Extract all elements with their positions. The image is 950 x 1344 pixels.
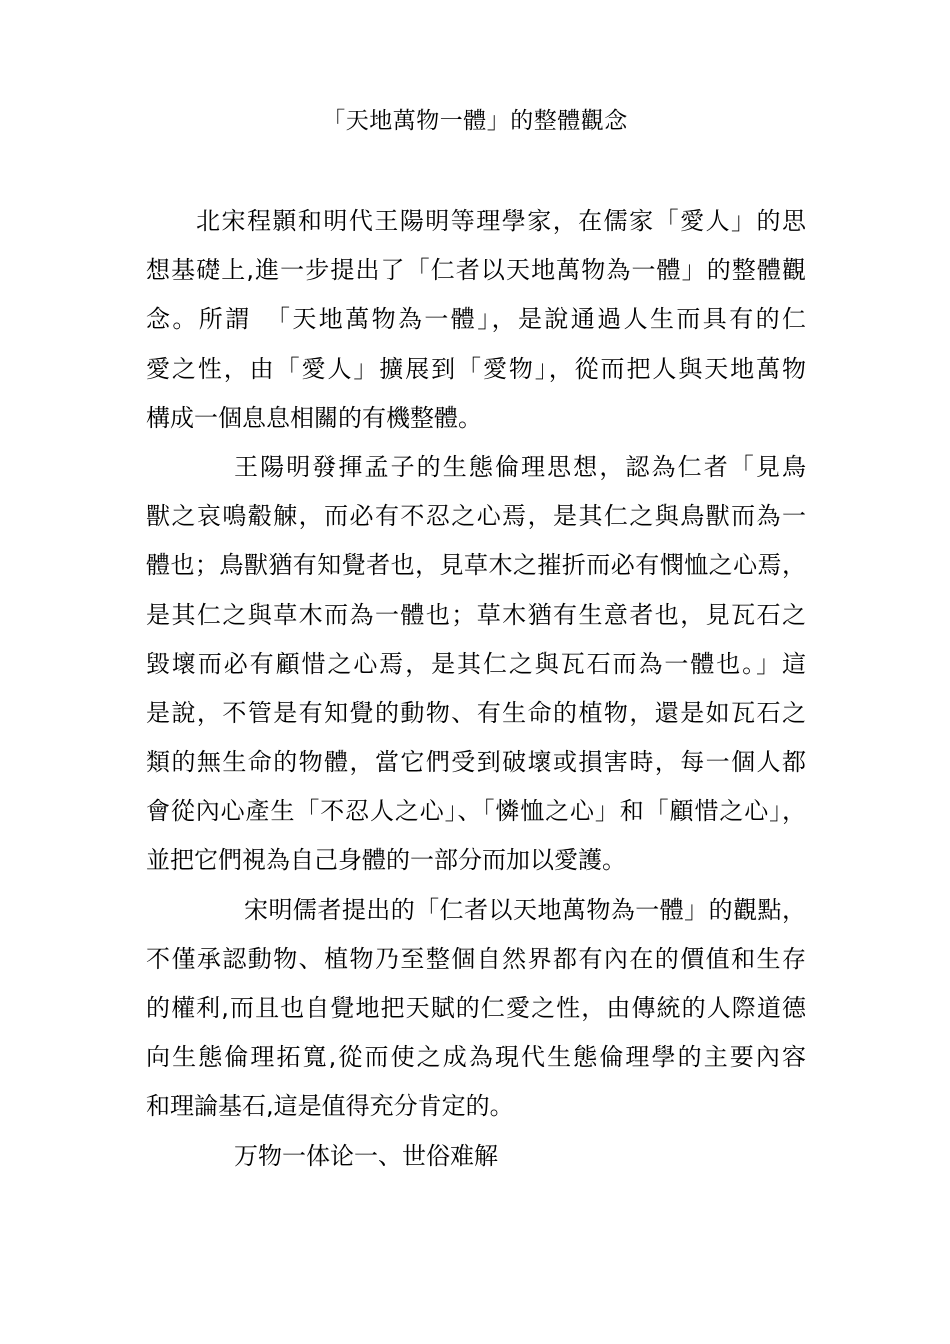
- paragraph-2-line-1: 王陽明發揮孟子的生態倫理思想，認為仁者「見鳥: [234, 452, 806, 481]
- paragraph-2-line-7: 類的無生命的物體，當它們受到破壞或損害時，每一個人都: [146, 748, 806, 777]
- document-body: [146, 197, 806, 1181]
- paragraph-2-line-9: 並把它們視為自己身體的一部分而加以愛護。: [146, 846, 626, 875]
- paragraph-3-line-2: 不僅承認動物、植物乃至整個自然界都有內在的價值和生存: [146, 944, 806, 973]
- paragraph-3-line-5: 和理論基石,這是值得充分肯定的。: [146, 1092, 514, 1121]
- paragraph-1-line-3: 念。所謂 「天地萬物為一體」，是說通過人生而具有的仁: [146, 305, 806, 334]
- paragraph-2-line-2: 獸之哀鳴觳觫，而必有不忍之心焉，是其仁之與鳥獸而為一: [146, 502, 806, 531]
- paragraph-2-line-6: 是說，不管是有知覺的動物、有生命的植物，還是如瓦石之: [146, 698, 806, 727]
- paragraph-2-line-3: 體也；鳥獸猶有知覺者也，見草木之摧折而必有憫恤之心焉，: [146, 551, 806, 580]
- paragraph-3-line-3: 的權利,而且也自覺地把天賦的仁愛之性，由傳統的人際道德: [146, 994, 806, 1022]
- paragraph-3-line-4: 向生態倫理拓寬,從而使之成為現代生態倫理學的主要內容: [146, 1043, 806, 1072]
- paragraph-1-line-5: 構成一個息息相關的有機整體。: [146, 403, 482, 432]
- section-heading: 万物一体论一、世俗难解: [234, 1141, 498, 1170]
- paragraph-1-line-4: 愛之性，由「愛人」擴展到「愛物」，從而把人與天地萬物: [146, 354, 806, 383]
- paragraph-2-line-5: 毀壞而必有顧惜之心焉，是其仁之與瓦石而為一體也。」這: [146, 649, 806, 678]
- document-title: 「天地萬物一體」的整體觀念: [322, 108, 628, 134]
- paragraph-1-line-2: 想基礎上,進一步提出了「仁者以天地萬物為一體」的整體觀: [146, 256, 806, 285]
- paragraph-1-line-1: 北宋程顥和明代王陽明等理學家，在儒家「愛人」的思: [196, 207, 806, 235]
- paragraph-3-line-1: 宋明儒者提出的「仁者以天地萬物為一體」的觀點，: [244, 895, 806, 924]
- paragraph-2-line-4: 是其仁之與草木而為一體也；草木猶有生意者也，見瓦石之: [146, 600, 806, 629]
- paragraph-2-line-8: 會從內心產生「不忍人之心」、「憐恤之心」和「顧惜之心」，: [146, 797, 806, 826]
